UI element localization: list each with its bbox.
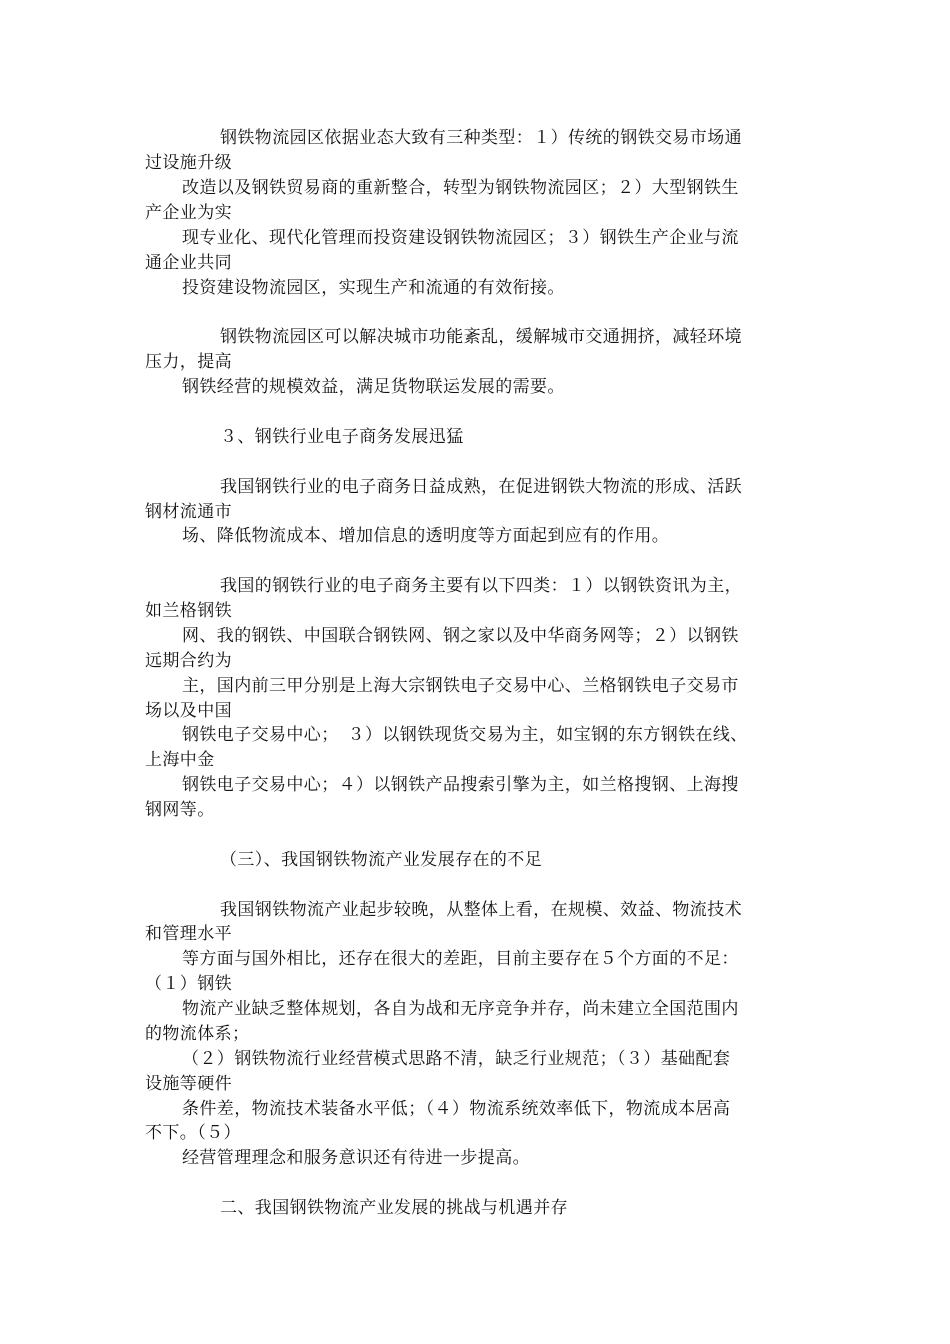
p1-line-7: 投资建设物流园区，实现生产和流通的有效衔接。 [182,278,565,298]
p3-line-2: 钢材流通市 [145,502,232,522]
p2-line-3: 钢铁经营的规模效益，满足货物联运发展的需要。 [182,377,565,397]
p1-line-4: 产企业为实 [145,203,232,223]
p4-line-3: 网、我的钢铁、中国联合钢铁网、钢之家以及中华商务网等；２）以钢铁 [182,626,739,646]
p4-line-9: 钢铁电子交易中心；４）以钢铁产品搜索引擎为主，如兰格搜钢、上海搜 [182,775,739,795]
section-heading-shortcomings: （三）、我国钢铁物流产业发展存在的不足 [220,850,543,870]
p1-line-3: 改造以及钢铁贸易商的重新整合，转型为钢铁物流园区；２）大型钢铁生 [182,178,739,198]
section-heading-challenges: 二、我国钢铁物流产业发展的挑战与机遇并存 [220,1198,568,1218]
p1-line-1: 钢铁物流园区依据业态大致有三种类型：１）传统的钢铁交易市场通 [220,128,742,148]
p4-line-5: 主，国内前三甲分别是上海大宗钢铁电子交易中心、兰格钢铁电子交易市 [182,676,739,696]
p5-line-11: 经营管理理念和服务意识还有待进一步提高。 [182,1148,530,1168]
p4-line-10: 钢网等。 [145,800,215,820]
p1-line-6: 通企业共同 [145,253,232,273]
p4-line-7: 钢铁电子交易中心； ３）以钢铁现货交易为主，如宝钢的东方钢铁在线、 [182,725,748,745]
p4-line-6: 场以及中国 [145,701,232,721]
p5-line-9: 条件差，物流技术装备水平低；（４）物流系统效率低下，物流成本居高 [182,1099,731,1119]
section-heading-ecommerce: ３、钢铁行业电子商务发展迅猛 [220,427,464,447]
p5-line-6: 的物流体系； [145,1024,250,1044]
p5-line-8: 设施等硬件 [145,1074,232,1094]
p5-line-7: （２）钢铁物流行业经营模式思路不清，缺乏行业规范；（３）基础配套 [182,1049,731,1069]
p3-line-1: 我国钢铁行业的电子商务日益成熟，在促进钢铁大物流的形成、活跃 [220,477,742,497]
p1-line-5: 现专业化、现代化管理而投资建设钢铁物流园区；３）钢铁生产企业与流 [182,228,739,248]
p1-line-2: 过设施升级 [145,153,232,173]
p3-line-3: 场、降低物流成本、增加信息的透明度等方面起到应有的作用。 [182,526,670,546]
p5-line-5: 物流产业缺乏整体规划，各自为战和无序竞争并存，尚未建立全国范围内 [182,999,739,1019]
p5-line-4: （１）钢铁 [145,974,232,994]
p2-line-1: 钢铁物流园区可以解决城市功能紊乱，缓解城市交通拥挤，减轻环境 [220,327,742,347]
p4-line-8: 上海中金 [145,750,215,770]
p4-line-4: 远期合约为 [145,651,232,671]
p4-line-1: 我国的钢铁行业的电子商务主要有以下四类：１）以钢铁资讯为主， [220,576,742,596]
p5-line-10: 不下。（５） [145,1123,241,1143]
p5-line-1: 我国钢铁物流产业起步较晚，从整体上看，在规模、效益、物流技术 [220,900,742,920]
p2-line-2: 压力，提高 [145,352,232,372]
p4-line-2: 如兰格钢铁 [145,601,232,621]
p5-line-2: 和管理水平 [145,924,232,944]
p5-line-3: 等方面与国外相比，还存在很大的差距，目前主要存在５个方面的不足： [182,949,739,969]
